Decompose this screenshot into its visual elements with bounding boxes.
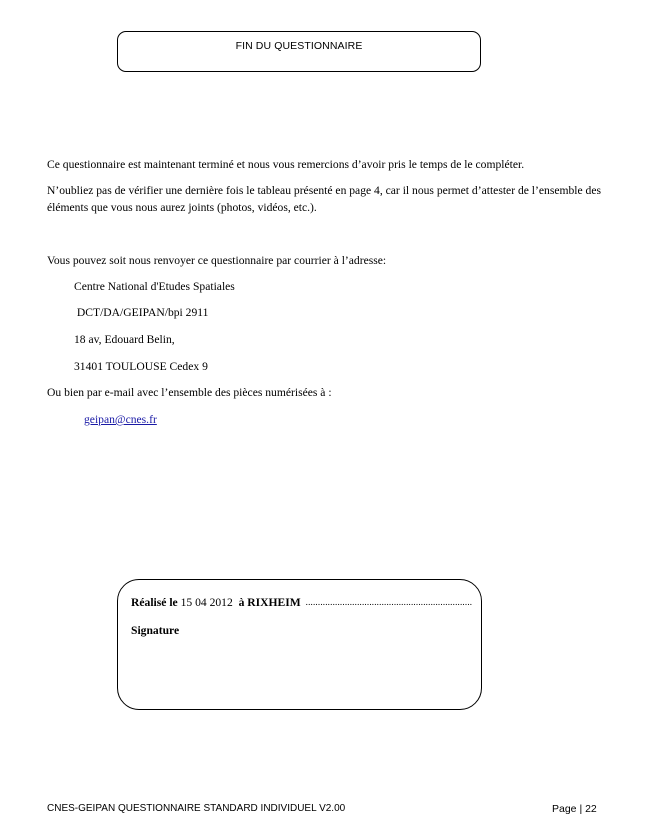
realise-place: à RIXHEIM — [238, 596, 301, 609]
address-line-2: DCT/DA/GEIPAN/bpi 2911 — [74, 306, 209, 319]
address-line-1: Centre National d'Etudes Spatiales — [74, 280, 235, 293]
email-link[interactable]: geipan@cnes.fr — [84, 413, 157, 426]
footer-document-id: CNES-GEIPAN QUESTIONNAIRE STANDARD INDIVIDUEL V2.00 — [47, 803, 346, 814]
footer-page-number: Page | 22 — [552, 803, 597, 815]
page-title: FIN DU QUESTIONNAIRE — [235, 40, 363, 52]
realise-label: Réalisé le — [131, 596, 178, 609]
thanks-paragraph: Ce questionnaire est maintenant terminé et nous vous remercions d’avoir pris le temps de le compléter. — [47, 158, 525, 171]
realise-date: 15 04 2012 — [177, 596, 239, 609]
email-instruction: Ou bien par e-mail avec l’ensemble des pièces numérisées à : — [47, 386, 332, 399]
signature-box — [117, 579, 482, 710]
dotted-line: .................................................................... — [300, 597, 473, 607]
mail-instruction: Vous pouvez soit nous renvoyer ce questionnaire par courrier à l’adresse: — [47, 254, 387, 267]
realise-line — [131, 596, 472, 609]
address-line-3: 18 av, Edouard Belin, — [74, 333, 175, 346]
reminder-paragraph: N’oubliez pas de vérifier une dernière fois le tableau présenté en page 4, car il nous permet d’attester de l’ensemble des éléments que vous nous aurez joints (photos, vidéos, etc.). — [47, 184, 602, 215]
title-box — [117, 31, 481, 72]
signature-label: Signature — [131, 624, 180, 637]
address-line-4: 31401 TOULOUSE Cedex 9 — [74, 360, 208, 373]
